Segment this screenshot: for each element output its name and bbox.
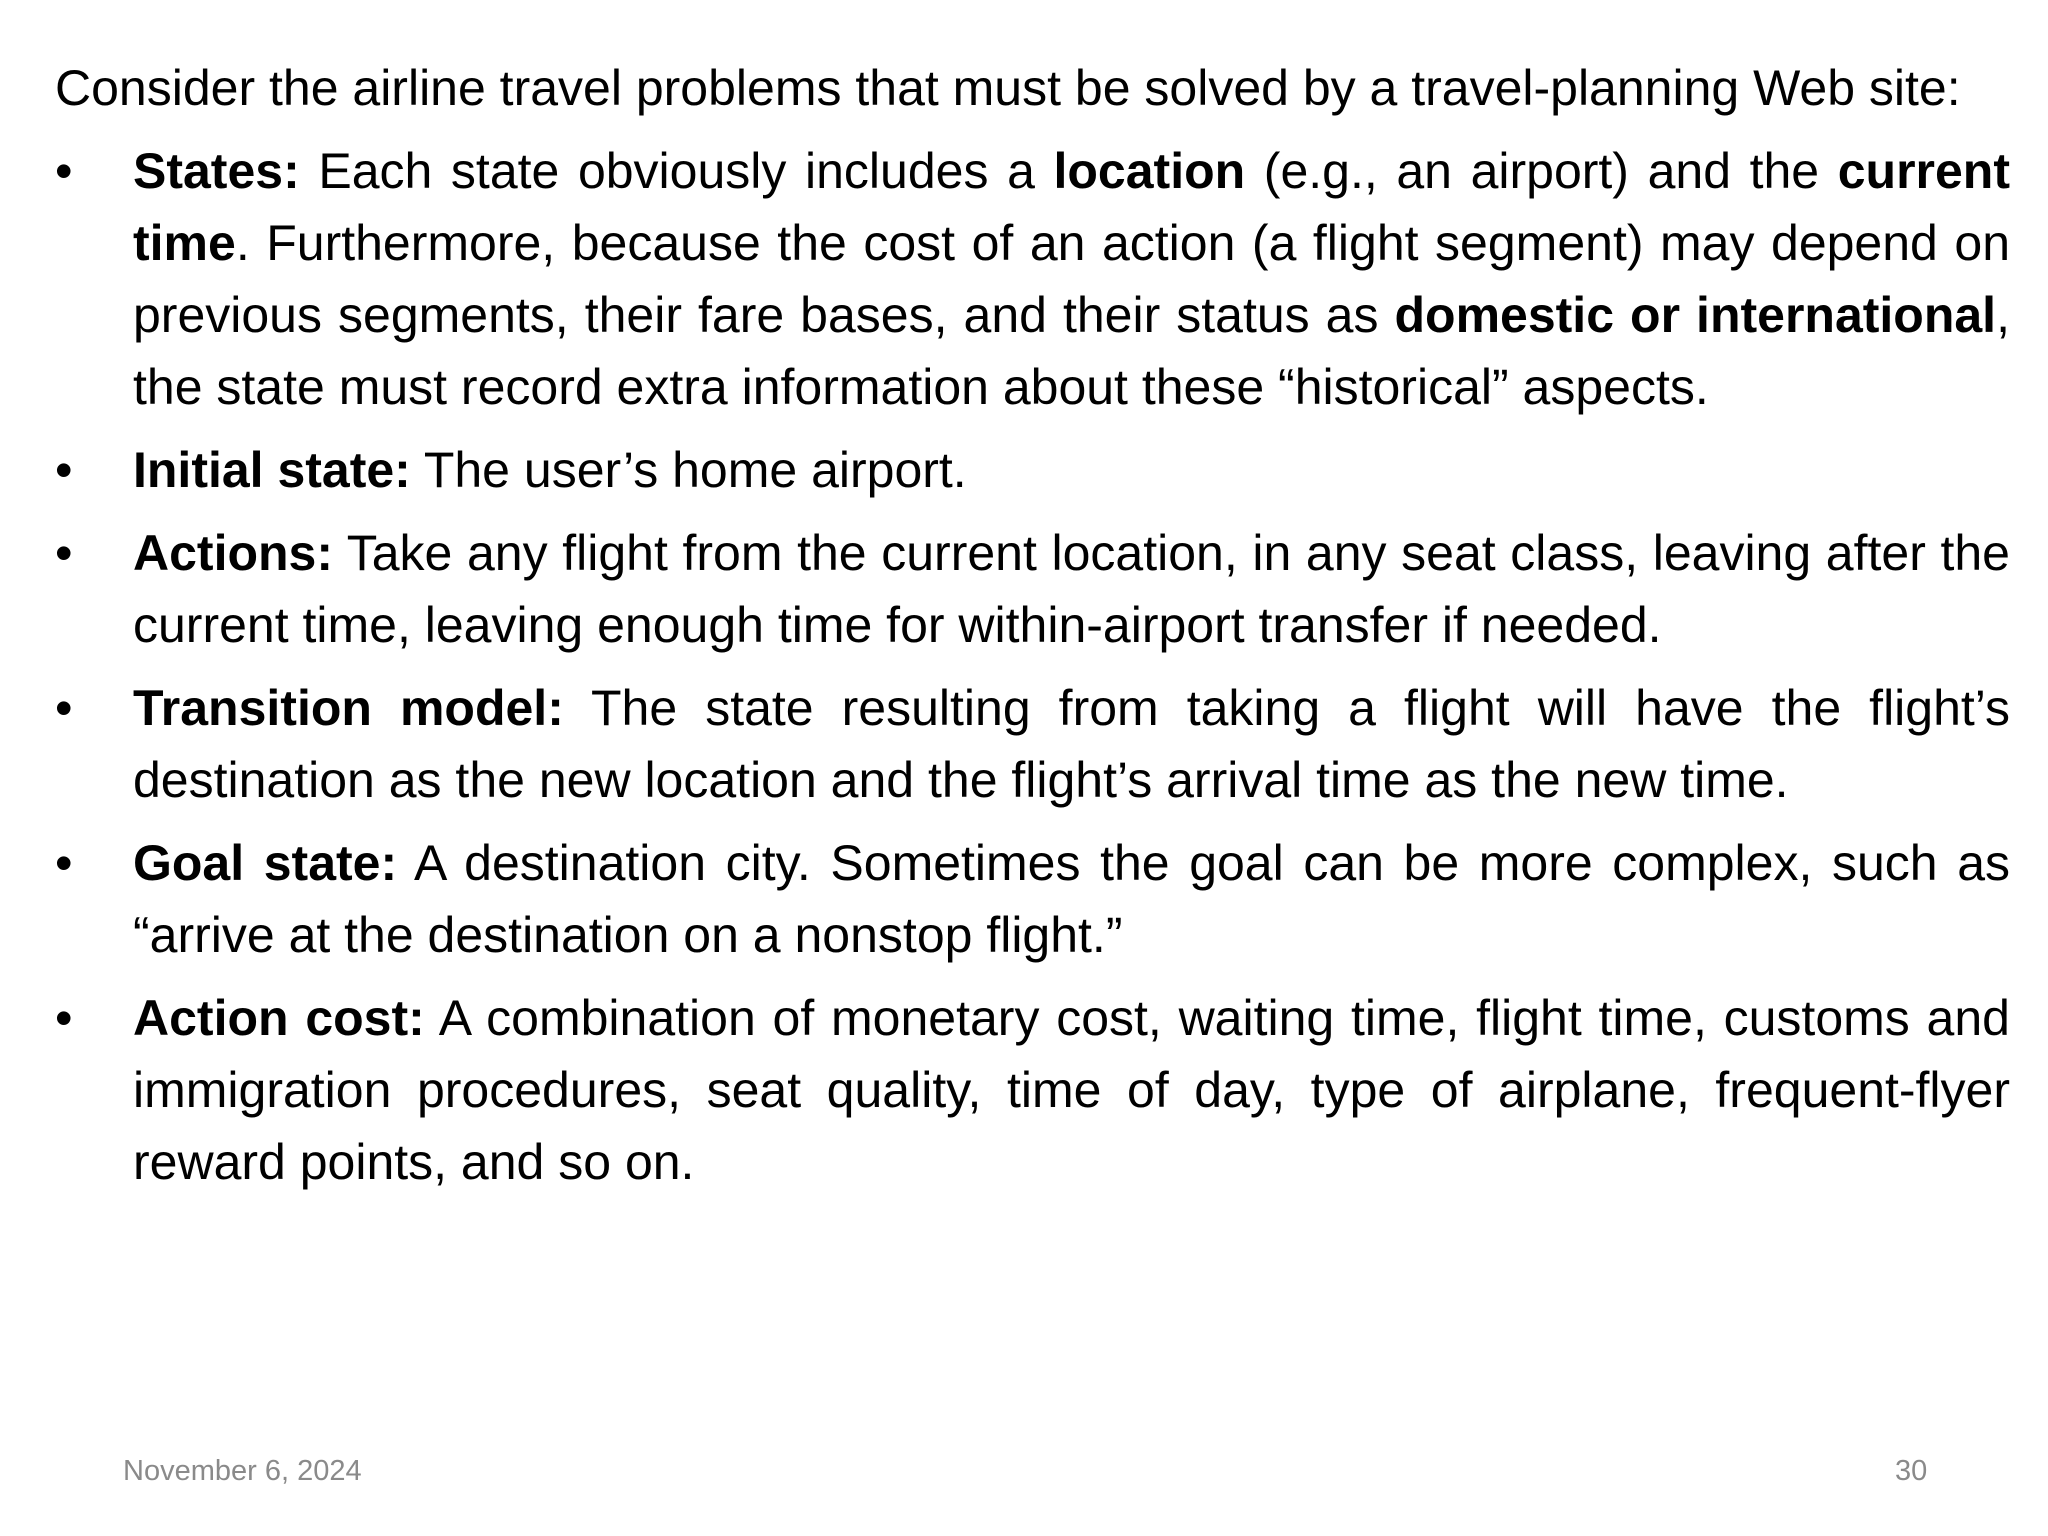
- bullet-item: [55, 434, 2010, 506]
- body-text: A destination city. Sometimes the goal can be more complex, such as “arrive at the destination on a nonstop flight.”: [133, 835, 2011, 963]
- intro-paragraph: Consider the airline travel problems that must be solved by a travel-planning Web site:: [55, 60, 1961, 116]
- page-number: 30: [1895, 1455, 1928, 1487]
- bold-term: Goal state:: [133, 835, 398, 891]
- bold-term: location: [1053, 143, 1246, 199]
- bullet-icon: •: [55, 835, 73, 891]
- bullet-icon: •: [55, 525, 73, 581]
- bullet-icon: •: [55, 442, 73, 498]
- bullet-icon: •: [55, 990, 73, 1046]
- bold-term: domestic or international: [1394, 287, 1997, 343]
- body-text: . Furthermore, because the cost of an action (a flight segment) may depend on previous segments, their fare bases, and their status as: [133, 215, 2010, 343]
- bullet-list: [55, 135, 2010, 1198]
- body-text: The user’s home airport.: [410, 442, 967, 498]
- body-text: The state resulting from taking a flight will have the flight’s destination as the new location and the flight’s arrival time as the new time.: [133, 680, 2010, 808]
- bullet-icon: •: [55, 143, 73, 199]
- bold-term: current time: [133, 143, 2010, 271]
- bullet-item: [55, 135, 2010, 423]
- body-text: Each state obviously includes a: [299, 143, 1054, 199]
- bullet-item: [55, 827, 2010, 971]
- body-text: A combination of monetary cost, waiting time, flight time, customs and immigration procedures, seat quality, time of day, type of airplane, frequent-flyer reward points, and so on.: [133, 990, 2010, 1190]
- body-text: , the state must record extra information about these “historical” aspects.: [133, 287, 2010, 415]
- bold-term: Actions:: [133, 525, 333, 581]
- bold-term: Initial state:: [133, 442, 411, 498]
- bold-term: Transition model:: [133, 680, 564, 736]
- bullet-icon: •: [55, 680, 73, 736]
- body-text: (e.g., an airport) and the: [1245, 143, 1838, 199]
- bold-term: States:: [133, 143, 300, 199]
- slide-content: [55, 52, 2010, 1198]
- body-text: Take any flight from the current location, in any seat class, leaving after the current time, leaving enough time for within-airport transfer if needed.: [133, 525, 2010, 653]
- bullet-item: [55, 672, 2010, 816]
- bold-term: Action cost:: [133, 990, 425, 1046]
- bullet-item: [55, 517, 2010, 661]
- bullet-item: [55, 982, 2010, 1198]
- footer-date: November 6, 2024: [123, 1455, 362, 1487]
